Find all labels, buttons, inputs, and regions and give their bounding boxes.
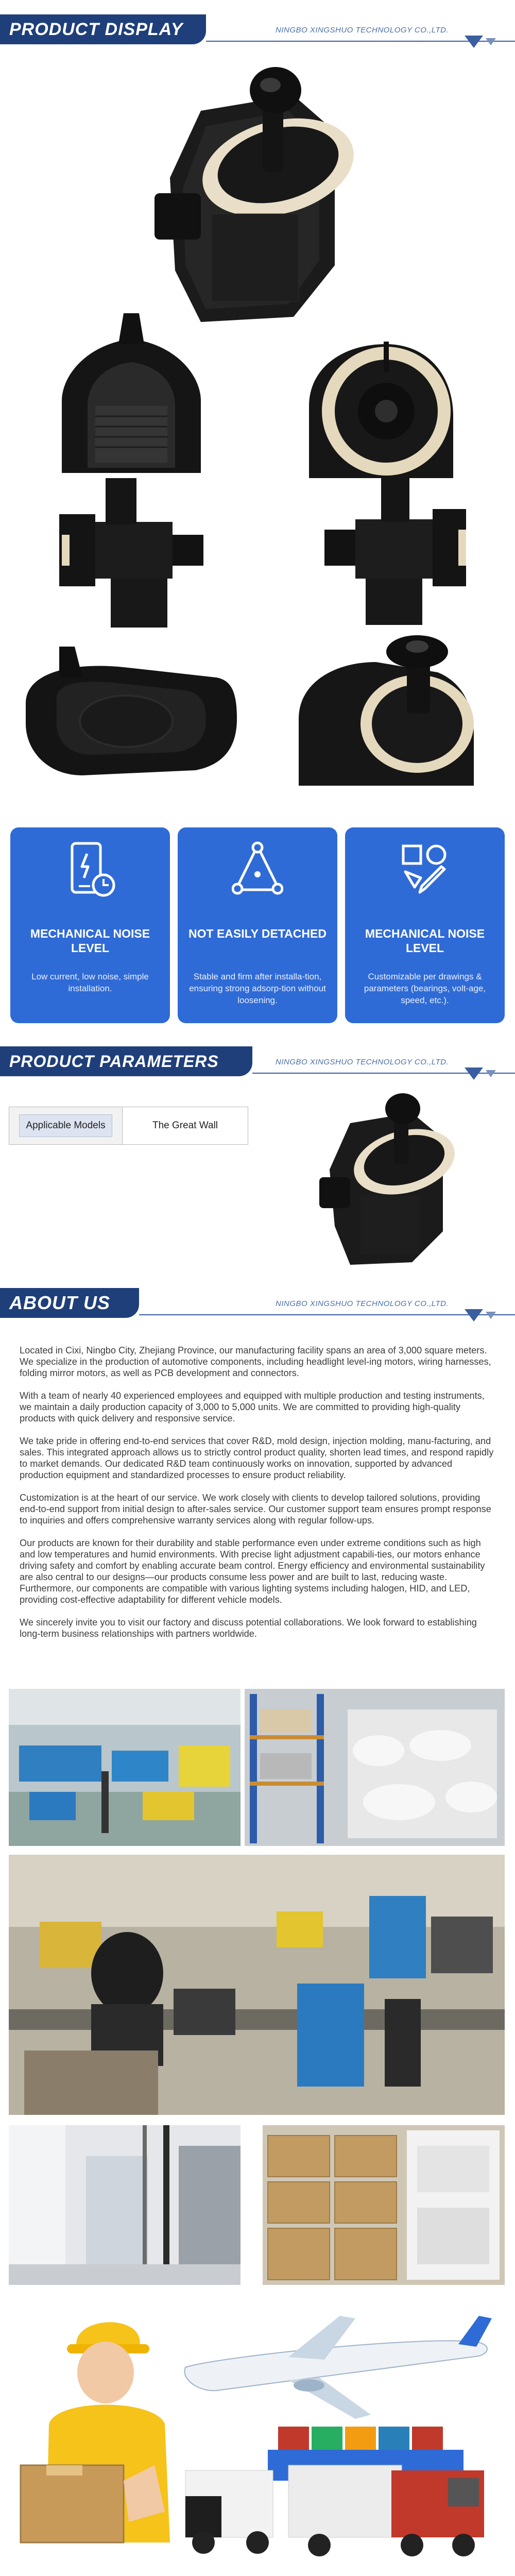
factory-photo-packaging [263,2125,505,2285]
parameters-table [9,1107,248,1145]
product-front-image [288,313,464,483]
section-title: PRODUCT PARAMETERS [0,1046,252,1076]
feature-title: NOT EASILY DETACHED [188,927,327,940]
parameter-label-cell [9,1107,123,1144]
header-triangle-small [486,38,496,45]
factory-photo-workshop [9,1689,241,1846]
parameter-value: The Great Wall [152,1120,218,1131]
parameter-label: Applicable Models [19,1114,112,1137]
product-angle-image [288,631,479,801]
product-side-right-image [319,473,474,628]
factory-photo-warehouse [245,1689,505,1846]
about-text [20,1345,496,1651]
logistics-illustration [0,2295,515,2573]
header-triangle [465,1309,483,1321]
header-triangle [465,36,483,48]
about-paragraph: With a team of nearly 40 experienced employees and equipped with multiple production and testing instruments, we maintain a daily production capacity of 3,000 to 5,000 units. We are committed to providing high-quality products with quick delivery and responsive service. [20,1391,485,1423]
section-header-product-parameters [0,1043,515,1079]
pencil-shapes-icon [399,841,451,897]
header-triangle-small [486,1070,496,1077]
section-title: ABOUT US [0,1288,139,1318]
feature-card-1 [10,827,170,1023]
about-paragraph: Located in Cixi, Ningbo City, Zhejiang Province, our manufacturing facility spans an area of 3,000 square meters. We specialize in the production of automotive components, including headlight level-ing motors, wiring harnesses, folding mirror motors, as well as PCB development and connectors. [20,1345,491,1378]
factory-photo-office [9,2125,241,2285]
feature-desc: Customizable per drawings & parameters (bearings, volt-age, speed, etc.). [364,972,486,1005]
section-title: PRODUCT DISPLAY [0,14,206,44]
feature-desc: Stable and firm after installa-tion, ensuring strong adsorp-tion without loosening. [189,972,326,1005]
about-paragraph: Our products are known for their durability and stable performance even under extreme conditions such as high and low temperatures and humid environments. With precise light adjustment capabili-ties, our motors enhance driving safety and comfort by enabling accurate beam control. Energy efficiency and environmental sustainability are also central to our designs—our products consume less power and are built to last, reducing waste. Furthermore, our components are compatible with various lighting systems including halogen, HID, and LED, providing cost-effective adaptability for different vehicle models. [20,1538,485,1605]
about-paragraph: We sincerely invite you to visit our factory and discuss potential collaborations. We look forward to establishing long-term business relationships with partners worldwide. [20,1617,477,1639]
feature-card-3 [345,827,505,1023]
header-triangle [465,1067,483,1080]
company-name: NINGBO XINGSHUO TECHNOLOGY CO.,LTD. [276,26,449,35]
feature-title: MECHANICAL NOISE LEVEL [30,927,150,955]
product-main-image [139,49,376,330]
feature-title: MECHANICAL NOISE LEVEL [365,927,485,955]
product-side-left-image [49,473,209,628]
phone-speed-icon [64,841,116,897]
header-triangle-small [486,1312,496,1319]
product-parameter-image [314,1087,461,1267]
courier-logos [0,2573,515,2576]
header-line [139,1314,515,1315]
company-name: NINGBO XINGSHUO TECHNOLOGY CO.,LTD. [276,1299,449,1308]
section-header-product-display [0,11,515,47]
factory-photo-assembly [9,1855,505,2115]
section-header-about-us [0,1285,515,1321]
about-paragraph: Customization is at the heart of our service. We work closely with clients to develop tailored solutions, providing end-to-end support from initial design to after-sales service. Our customer support team ensures prompt response to inquiries and offers comprehensive warranty services along with regular follow-ups. [20,1493,491,1526]
company-name: NINGBO XINGSHUO TECHNOLOGY CO.,LTD. [276,1058,449,1066]
about-paragraph: We take pride in offering end-to-end services that cover R&D, mold design, injection molding, manu-facturing, and sales. This integrated approach allows us to strictly control product quality, shorten lead times, and respond rapidly to market demands. Our dedicated R&D team continuously works on innovation, supported by advanced production equipment and standardized processes to ensure product reliability. [20,1436,494,1480]
product-rear-image [46,313,216,483]
feature-desc: Low current, low noise, simple installation. [31,972,149,993]
feature-card-2 [178,827,337,1023]
triangle-nodes-icon [232,841,283,897]
product-bottom-image [10,631,242,796]
